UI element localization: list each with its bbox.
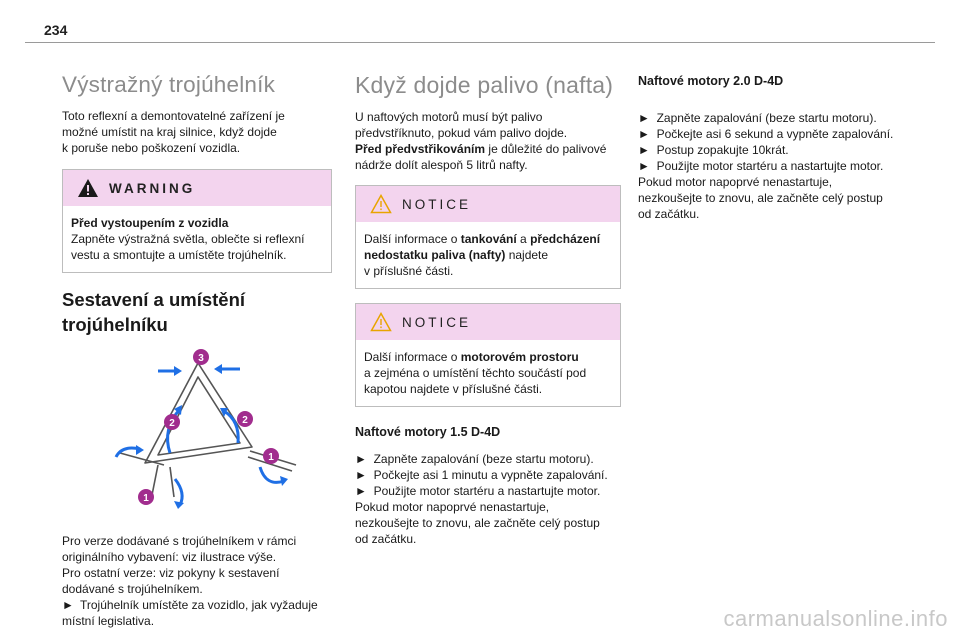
warning-body: Před vystoupením z vozidla Zapněte výstražná světla, oblečte si reflexní vestu a smontujte a umístěte trojúhelník. bbox=[71, 216, 305, 262]
notice-header bbox=[356, 304, 620, 340]
notice-icon bbox=[370, 312, 392, 332]
placement-bullet: ► Trojúhelník umístěte za vozidlo, jak vyžaduje bbox=[62, 598, 318, 612]
column-engine-20 bbox=[638, 74, 918, 222]
watermark: carmanualsonline.info bbox=[723, 606, 948, 631]
engine-20-steps: ► Zapněte zapalování (beze startu motoru). ► Počkejte asi 6 sekund a vypněte zapalování. ► Postup zopakujte 10krát. ► Použijte motor startéru a nastartujte motor. Pokud motor napoprvé nenastartuje, nezkoušejte to znovu, ale začněte celý postup od začátku. bbox=[638, 111, 894, 221]
notice-label: NOTICE bbox=[402, 314, 472, 330]
bullet-arrow-icon: ► bbox=[638, 127, 650, 141]
engine-20-heading: Naftové motory 2.0 D-4D bbox=[638, 74, 784, 88]
warning-box bbox=[62, 169, 332, 273]
section-title-out-of-fuel: Když dojde palivo (nafta) bbox=[355, 72, 614, 98]
notice-box-engine-compartment bbox=[355, 303, 621, 407]
step-2-right-label: 2 bbox=[242, 415, 248, 426]
bullet-arrow-icon: ► bbox=[355, 484, 367, 498]
notice-header bbox=[356, 186, 620, 222]
bullet-arrow-icon: ► bbox=[355, 468, 367, 482]
fuel-intro: U naftových motorů musí být palivo předvstříknuto, pokud vám palivo dojde. Před předvstřikováním je důležité do palivové nádrže dolít alespoň 5 litrů nafty. bbox=[355, 110, 607, 172]
notice-label: NOTICE bbox=[402, 196, 472, 212]
engine-15-heading: Naftové motory 1.5 D-4D bbox=[355, 425, 501, 439]
column-warning-triangle bbox=[62, 62, 332, 629]
assembly-heading: Sestavení a umístění trojúhelníku bbox=[62, 289, 246, 335]
version-notes: Pro verze dodávané s trojúhelníkem v rámci originálního vybavení: viz ilustrace výše. Pro ostatní verze: viz pokyny k sestavení dodávané s trojúhelníkem. bbox=[62, 534, 297, 596]
triangle-illustration bbox=[100, 345, 300, 520]
step-3-label: 3 bbox=[198, 353, 204, 364]
bullet-arrow-icon: ► bbox=[638, 143, 650, 157]
column-out-of-fuel bbox=[355, 62, 621, 547]
warning-header bbox=[63, 170, 331, 206]
step-1-right-label: 1 bbox=[268, 452, 274, 463]
warning-icon bbox=[77, 178, 99, 198]
warning-heading: Před vystoupením z vozidla bbox=[71, 216, 229, 230]
bullet-arrow-icon: ► bbox=[355, 452, 367, 466]
intro-text: Toto reflexní a demontovatelné zařízení je možné umístit na kraj silnice, když dojde k poruše nebo poškození vozidla. bbox=[62, 109, 285, 155]
notice-icon bbox=[370, 194, 392, 214]
bullet-arrow-icon: ► bbox=[638, 111, 650, 125]
placement-bullet-continued: místní legislativa. bbox=[62, 614, 155, 628]
warning-label: WARNING bbox=[109, 180, 196, 196]
step-2-left-label: 2 bbox=[169, 418, 175, 429]
bullet-arrow-icon: ► bbox=[638, 159, 650, 173]
page-number: 234 bbox=[44, 22, 68, 38]
header-divider bbox=[25, 42, 935, 43]
step-1-left-label: 1 bbox=[143, 493, 149, 504]
section-title-triangle: Výstražný trojúhelník bbox=[62, 72, 276, 97]
notice-body: Další informace o motorovém prostoru a zejména o umístění těchto součástí pod kapotou najdete v příslušné části. bbox=[364, 350, 587, 396]
engine-15-steps: ► Zapněte zapalování (beze startu motoru). ► Počkejte asi 1 minutu a vypněte zapalování. ► Použijte motor startéru a nastartujte motor. Pokud motor napoprvé nenastartuje, nezkoušejte to znovu, ale začněte celý postup od začátku. bbox=[355, 452, 608, 546]
notice-box-refuelling bbox=[355, 185, 621, 289]
bullet-arrow-icon: ► bbox=[62, 598, 74, 612]
notice-body: Další informace o tankování a předcházení nedostatku paliva (nafty) najdete v příslušné části. bbox=[364, 232, 601, 278]
